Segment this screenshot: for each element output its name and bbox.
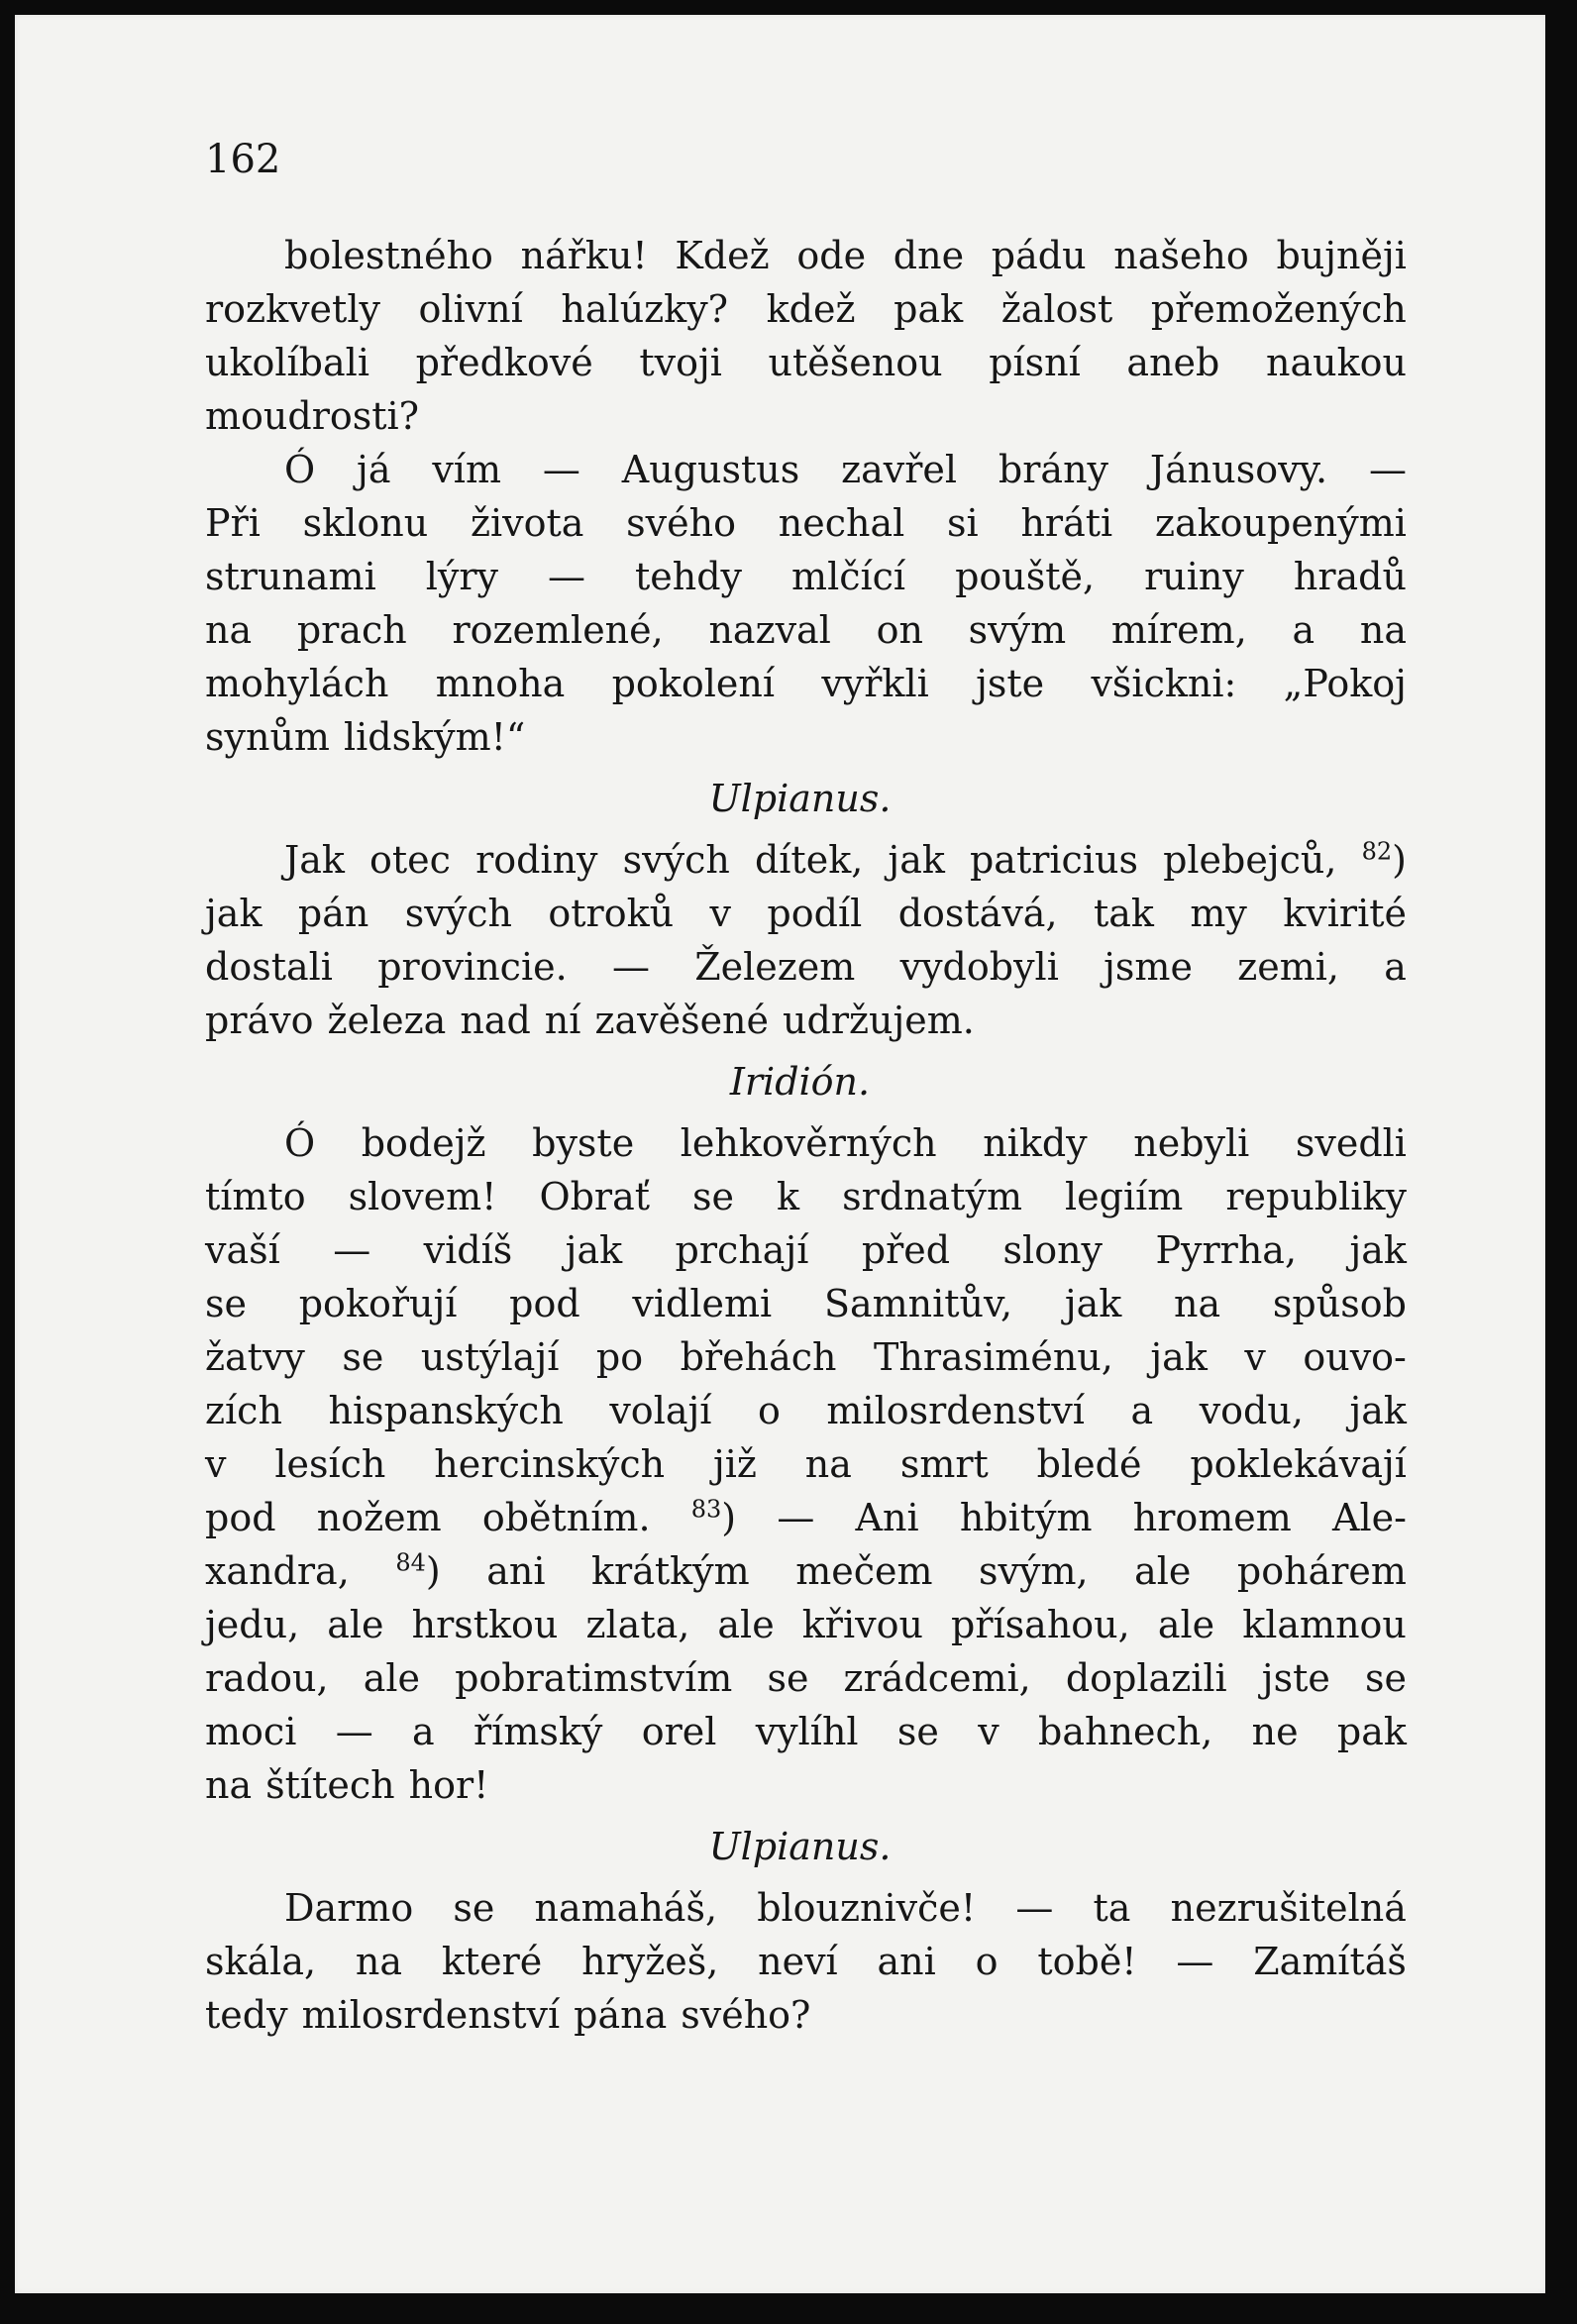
word: svých: [404, 892, 512, 935]
word: všickni:: [1091, 662, 1237, 705]
word: patricius: [969, 838, 1138, 882]
word: svým: [968, 608, 1067, 652]
text-line: [205, 496, 1407, 550]
word: tak: [1093, 892, 1154, 935]
footnote-number: 84: [395, 1548, 426, 1577]
word: republiky: [1225, 1175, 1407, 1218]
word: mlčící: [791, 555, 906, 598]
word: předkové: [415, 341, 593, 384]
word: štítech: [265, 1763, 395, 1807]
word: —: [1368, 448, 1407, 491]
word: a: [1384, 945, 1407, 989]
word: jak: [1064, 1282, 1122, 1325]
word: —: [1176, 1940, 1214, 1983]
text-line: [205, 887, 1407, 940]
word: ukolíbali: [205, 341, 369, 384]
word: mnoha: [435, 662, 566, 705]
text-line: [205, 1277, 1407, 1330]
word: Augustus: [621, 448, 800, 491]
word: srdnatým: [842, 1175, 1022, 1218]
text-flow: [193, 229, 1407, 2042]
word: v: [1244, 1335, 1266, 1379]
word: podíl: [767, 892, 863, 935]
word: vidlemi: [632, 1282, 773, 1325]
text-line: [205, 443, 1407, 496]
word: písní: [989, 341, 1081, 384]
speaker-name: Iridión.: [729, 1060, 871, 1104]
word: rodiny: [475, 838, 598, 882]
word: tedy: [205, 1993, 288, 2037]
word: ode: [796, 234, 867, 277]
word: pouště,: [955, 555, 1096, 598]
word: bodejž: [361, 1121, 486, 1165]
word: o: [757, 1389, 781, 1432]
paragraph: [205, 833, 1407, 1047]
word: zlata,: [585, 1603, 690, 1646]
word: tvoji: [639, 341, 722, 384]
word: pokolení: [611, 662, 775, 705]
word: na: [205, 608, 253, 652]
word: pak: [1336, 1710, 1407, 1753]
word: pána: [574, 1993, 668, 2037]
text-line: [205, 994, 1407, 1047]
word: tímto: [205, 1175, 306, 1218]
word: —: [542, 448, 580, 491]
word: jste: [1261, 1656, 1330, 1700]
word: vodu,: [1199, 1389, 1304, 1432]
text-line: [205, 282, 1407, 336]
word: Zamítáš: [1253, 1940, 1407, 1983]
paragraph: [205, 1116, 1407, 1812]
word: volají: [609, 1389, 712, 1432]
text-line: [205, 1935, 1407, 1988]
word: —: [548, 555, 585, 598]
word: byste: [532, 1121, 635, 1165]
word: římský: [473, 1710, 603, 1753]
word: ale: [327, 1603, 384, 1646]
word: pod: [205, 1496, 276, 1539]
word: mohylách: [205, 662, 389, 705]
word: vidíš: [423, 1228, 513, 1272]
text-line: [205, 1491, 1407, 1544]
text-line: [205, 1544, 1407, 1598]
word: strunami: [205, 555, 376, 598]
word: ouvo-: [1303, 1335, 1407, 1379]
word: v: [978, 1710, 999, 1753]
word: nářku!: [520, 234, 648, 277]
word: hbitým: [959, 1496, 1093, 1539]
word: milosrdenství: [826, 1389, 1085, 1432]
word: synům: [205, 715, 330, 759]
footnote-paren: ): [721, 1496, 737, 1539]
word: Ó: [284, 1121, 316, 1165]
word: v: [709, 892, 731, 935]
paragraph: [205, 1881, 1407, 2042]
word: nazval: [708, 608, 831, 652]
word: nebyli: [1133, 1121, 1250, 1165]
word: slovem!: [348, 1175, 497, 1218]
word: tobě!: [1037, 1940, 1137, 1983]
word: jak: [205, 892, 263, 935]
word: Obrať: [539, 1175, 651, 1218]
word: Pyrrha,: [1155, 1228, 1298, 1272]
word: neví: [758, 1940, 838, 1983]
word: dostává,: [897, 892, 1058, 935]
word: moudrosti?: [205, 394, 420, 438]
word: on: [876, 608, 923, 652]
page-number: 162: [205, 137, 281, 182]
word: kdež: [766, 287, 856, 331]
word: hispanských: [328, 1389, 564, 1432]
text-line: [205, 1384, 1407, 1437]
word: namaháš,: [534, 1886, 718, 1930]
speaker-name: Ulpianus.: [708, 777, 892, 820]
word: na: [205, 1763, 253, 1807]
word: pádu: [991, 234, 1087, 277]
word: moci: [205, 1710, 297, 1753]
text-line: [205, 1437, 1407, 1491]
footnote-number: 83: [690, 1495, 722, 1524]
word: jste: [976, 662, 1045, 705]
word: k: [777, 1175, 800, 1218]
word: svého: [626, 501, 736, 545]
footnote-reference: [1362, 833, 1407, 887]
word: jak: [888, 838, 945, 882]
word: nechal: [778, 501, 905, 545]
word: nad: [460, 999, 531, 1042]
page-content: [193, 109, 1407, 2042]
word: —: [335, 1710, 373, 1753]
word: v: [205, 1442, 227, 1486]
word: mírem,: [1110, 608, 1247, 652]
word: ani: [877, 1940, 936, 1983]
word: mečem: [795, 1549, 933, 1593]
word: na: [355, 1940, 403, 1983]
word: ale: [717, 1603, 775, 1646]
word: xandra,: [205, 1549, 350, 1593]
word: zakoupenými: [1154, 501, 1407, 545]
word: se: [205, 1282, 247, 1325]
word: dítek,: [754, 838, 864, 882]
word: provincie.: [377, 945, 568, 989]
word: již: [712, 1442, 757, 1486]
text-line: [205, 1988, 1407, 2042]
word: a: [412, 1710, 435, 1753]
word: lidským!“: [343, 715, 526, 759]
word: vaší: [205, 1228, 280, 1272]
word: se: [692, 1175, 735, 1218]
word: břehách: [680, 1335, 837, 1379]
word: spůsob: [1272, 1282, 1407, 1325]
text-line: [205, 1170, 1407, 1223]
word: zavěšené: [594, 999, 770, 1042]
word: lýry: [425, 555, 498, 598]
word: hráti: [1020, 501, 1113, 545]
word: milosrdenství: [301, 1993, 561, 2037]
word: Železem: [694, 945, 856, 989]
word: vím: [432, 448, 501, 491]
word: aneb: [1126, 341, 1220, 384]
word: bahnech,: [1038, 1710, 1213, 1753]
text-line: [205, 833, 1407, 887]
word: zavřel: [841, 448, 958, 491]
word: jsme: [1104, 945, 1193, 989]
word: Thrasiménu,: [874, 1335, 1113, 1379]
word: legiím: [1065, 1175, 1184, 1218]
word: rozkvetly: [205, 287, 380, 331]
word: po: [595, 1335, 644, 1379]
word: prchají: [675, 1228, 809, 1272]
word: orel: [641, 1710, 717, 1753]
word: prach: [296, 608, 407, 652]
word: Darmo: [284, 1886, 414, 1930]
word: tehdy: [635, 555, 743, 598]
word: —: [333, 1228, 371, 1272]
word: křivou: [801, 1603, 923, 1646]
word: bledé: [1036, 1442, 1142, 1486]
word: jak: [1349, 1389, 1407, 1432]
word: pohárem: [1236, 1549, 1407, 1593]
word: radou,: [205, 1656, 329, 1700]
word: na: [1359, 608, 1407, 652]
word: nikdy: [983, 1121, 1088, 1165]
word: rozemlené,: [452, 608, 664, 652]
text-line: [205, 1116, 1407, 1170]
paragraph: [205, 443, 1407, 764]
footnote-paren: ): [425, 1549, 441, 1593]
word: pod: [509, 1282, 580, 1325]
word: pak: [894, 287, 964, 331]
word: svedli: [1295, 1121, 1407, 1165]
word: ruiny: [1144, 555, 1244, 598]
word: o: [975, 1940, 999, 1983]
text-line: [205, 940, 1407, 994]
word: ale: [1134, 1549, 1192, 1593]
word: železa: [327, 999, 447, 1042]
word: slony: [1002, 1228, 1104, 1272]
word: jak: [1349, 1228, 1407, 1272]
word: hromem: [1132, 1496, 1292, 1539]
word: my: [1190, 892, 1247, 935]
word: olivní: [418, 287, 523, 331]
word: klamnou: [1242, 1603, 1407, 1646]
word: ale: [363, 1656, 420, 1700]
word: Samnitův,: [823, 1282, 1013, 1325]
word: svých: [622, 838, 730, 882]
word: Ani: [855, 1496, 919, 1539]
word: nezrušitelná: [1170, 1886, 1407, 1930]
word: —: [1015, 1886, 1054, 1930]
word: hor!: [408, 1763, 489, 1807]
word: ale: [1157, 1603, 1215, 1646]
word: bolestného: [284, 234, 493, 277]
word: žalost: [1000, 287, 1113, 331]
word: plebejců,: [1163, 838, 1337, 882]
word: Ale-: [1332, 1496, 1407, 1539]
word: vyřkli: [821, 662, 929, 705]
word: vydobyli: [899, 945, 1059, 989]
word: žatvy: [205, 1335, 305, 1379]
word: vylíhl: [755, 1710, 859, 1753]
word: dostali: [205, 945, 333, 989]
word: ní: [544, 999, 581, 1042]
word: hrstkou: [411, 1603, 559, 1646]
word: hryžeš,: [581, 1940, 719, 1983]
text-line: [205, 1705, 1407, 1758]
word: na: [1174, 1282, 1221, 1325]
word: se: [896, 1710, 939, 1753]
text-line: [205, 229, 1407, 282]
word: Kdež: [675, 234, 770, 277]
word: zrádcemi,: [843, 1656, 1031, 1700]
word: dne: [893, 234, 965, 277]
word: —: [611, 945, 650, 989]
word: se: [342, 1335, 384, 1379]
word: doplazili: [1065, 1656, 1227, 1700]
word: kvirité: [1283, 892, 1407, 935]
word: ani: [486, 1549, 546, 1593]
word: krátkým: [591, 1549, 750, 1593]
text-line: [205, 1881, 1407, 1935]
word: zemi,: [1237, 945, 1340, 989]
text-line: [205, 1598, 1407, 1651]
footnote-reference: [395, 1544, 440, 1598]
word: pobratimstvím: [455, 1656, 733, 1700]
word: života: [470, 501, 584, 545]
word: přemožených: [1150, 287, 1407, 331]
text-line: [205, 603, 1407, 657]
word: ustýlají: [420, 1335, 560, 1379]
word: Při: [205, 501, 261, 545]
word: otec: [369, 838, 451, 882]
book-page: [15, 15, 1545, 2293]
word: otroků: [548, 892, 675, 935]
word: utěšenou: [768, 341, 943, 384]
speaker-name: Ulpianus.: [708, 1825, 892, 1868]
footnote-paren: ): [1392, 838, 1407, 882]
text-line: [205, 1651, 1407, 1705]
text-line: [205, 1330, 1407, 1384]
text-line: [205, 1223, 1407, 1277]
word: naukou: [1265, 341, 1407, 384]
word: jedu,: [205, 1603, 300, 1646]
word: jak: [1150, 1335, 1208, 1379]
word: svým,: [979, 1549, 1089, 1593]
word: bujněji: [1276, 234, 1407, 277]
word: ne: [1251, 1710, 1299, 1753]
text-line: [205, 336, 1407, 389]
word: smrt: [899, 1442, 989, 1486]
word: obětním.: [481, 1496, 651, 1539]
word: svého?: [681, 1993, 811, 2037]
footnote-reference: [691, 1491, 736, 1544]
text-line: [205, 710, 1407, 764]
word: pokořují: [298, 1282, 458, 1325]
word: lehkověrných: [680, 1121, 937, 1165]
word: skála,: [205, 1940, 317, 1983]
word: hercinských: [434, 1442, 666, 1486]
text-line: [205, 550, 1407, 603]
word: a: [1292, 608, 1315, 652]
word: „Pokoj: [1283, 662, 1407, 705]
footnote-number: 82: [1361, 837, 1393, 866]
word: brány: [998, 448, 1109, 491]
word: Jánusovy.: [1149, 448, 1328, 491]
word: poklekávají: [1190, 1442, 1407, 1486]
word: Jak: [284, 838, 345, 882]
word: nožem: [316, 1496, 442, 1539]
word: si: [947, 501, 979, 545]
word: se: [767, 1656, 809, 1700]
word: se: [1364, 1656, 1407, 1700]
text-line: [205, 657, 1407, 710]
word: na: [804, 1442, 852, 1486]
word: a: [1130, 1389, 1154, 1432]
word: pán: [297, 892, 369, 935]
word: Ó: [284, 448, 316, 491]
text-line: [205, 1758, 1407, 1812]
word: lesích: [274, 1442, 386, 1486]
word: ta: [1093, 1886, 1131, 1930]
word: blouznivče!: [757, 1886, 977, 1930]
word: udržujem.: [783, 999, 975, 1042]
word: hradů: [1293, 555, 1407, 598]
word: právo: [205, 999, 314, 1042]
word: přísahou,: [951, 1603, 1130, 1646]
word: halúzky?: [561, 287, 729, 331]
word: —: [777, 1496, 815, 1539]
word: jak: [565, 1228, 623, 1272]
word: našeho: [1113, 234, 1249, 277]
word: které: [441, 1940, 543, 1983]
word: já: [357, 448, 391, 491]
word: sklonu: [302, 501, 429, 545]
word: zích: [205, 1389, 282, 1432]
word: před: [861, 1228, 951, 1272]
word: se: [453, 1886, 495, 1930]
text-line: [205, 389, 1407, 443]
paragraph: [205, 229, 1407, 443]
